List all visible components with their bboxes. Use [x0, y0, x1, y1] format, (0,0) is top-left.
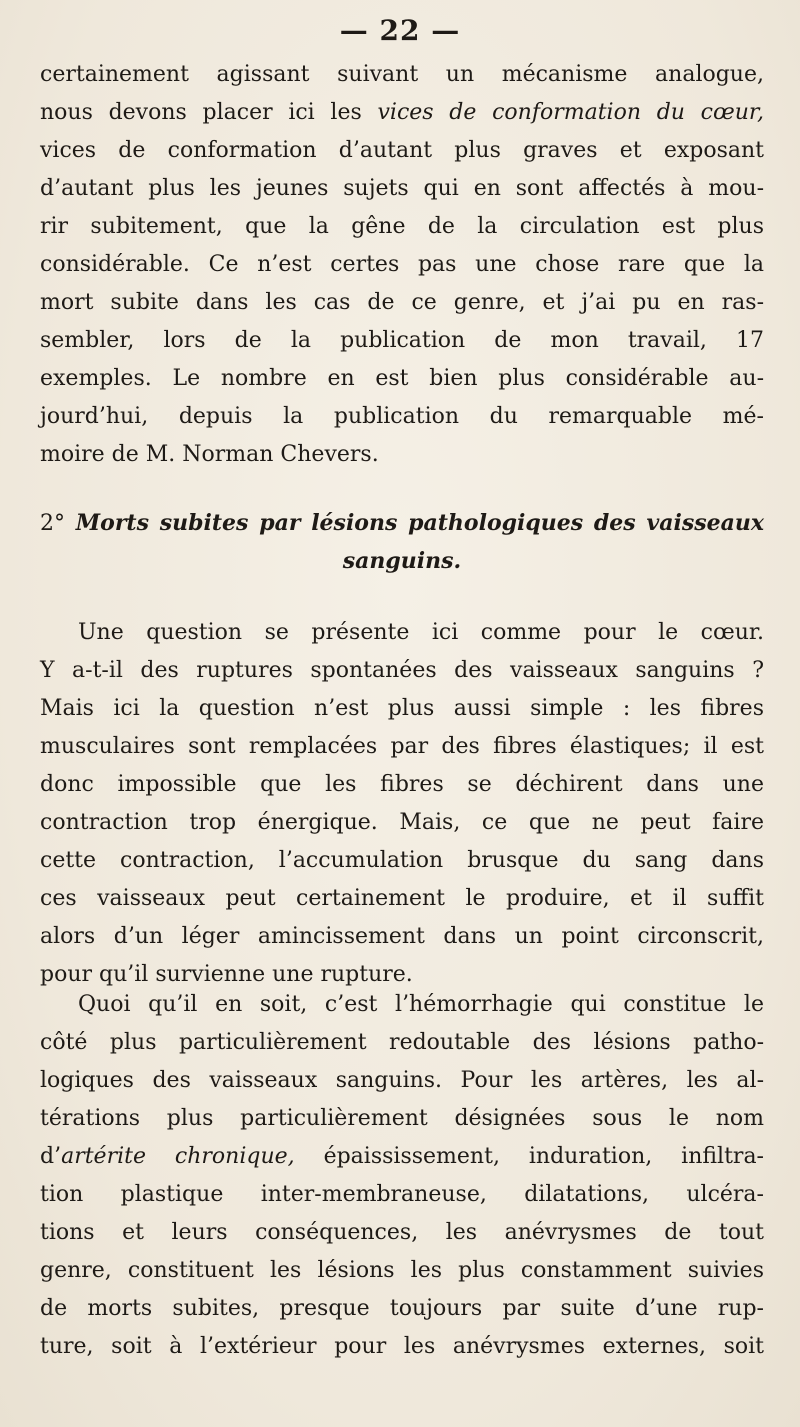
text-line: genre, constituent les lésions les plus constamment suivies [40, 1258, 764, 1283]
text-line: nous devons placer ici les vices de conformation du cœur, [40, 100, 764, 125]
text-line: térations plus particulièrement désignées sous le nom [40, 1106, 764, 1131]
text-line: rir subitement, que la gêne de la circulation est plus [40, 214, 764, 239]
text-line: pour qu’il survienne une rupture. [40, 962, 413, 987]
text-line: tions et leurs conséquences, les anévrysmes de tout [40, 1220, 764, 1245]
heading-line: sanguins. [342, 548, 462, 574]
italic-phrase: artérite chronique, [61, 1144, 295, 1169]
paragraph-3 [40, 986, 764, 1366]
text-line: donc impossible que les fibres se déchirent dans une [40, 772, 764, 797]
text-line: côté plus particulièrement redoutable des lésions patho- [40, 1030, 764, 1055]
text-line: d’artérite chronique, épaississement, induration, infiltra- [40, 1144, 764, 1169]
text-line: considérable. Ce n’est certes pas une chose rare que la [40, 252, 764, 277]
text-line: ture, soit à l’extérieur pour les anévrysmes externes, soit [40, 1334, 764, 1359]
heading-title: Morts subites par lésions pathologiques des vaisseaux [75, 510, 764, 536]
text-line: certainement agissant suivant un mécanisme analogue, [40, 62, 764, 87]
text-line: contraction trop énergique. Mais, ce que ne peut faire [40, 810, 764, 835]
section-heading [40, 504, 764, 580]
text-line: mort subite dans les cas de ce genre, et j’ai pu en ras- [40, 290, 764, 315]
text-line: Quoi qu’il en soit, c’est l’hémorrhagie qui constitue le [78, 992, 764, 1017]
text-line: ces vaisseaux peut certainement le produire, et il suffit [40, 886, 764, 911]
text-line: moire de M. Norman Chevers. [40, 442, 379, 467]
text-line: sembler, lors de la publication de mon travail, 17 [40, 328, 764, 353]
section-number: 2° [40, 511, 65, 536]
text-line: de morts subites, presque toujours par suite d’une rup- [40, 1296, 764, 1321]
text-line: exemples. Le nombre en est bien plus considérable au- [40, 366, 764, 391]
paragraph-1 [40, 56, 764, 474]
text-line: Une question se présente ici comme pour le cœur. [78, 620, 764, 645]
paragraph-2 [40, 614, 764, 994]
text-line: jourd’hui, depuis la publication du remarquable mé- [40, 404, 764, 429]
text-line: musculaires sont remplacées par des fibres élastiques; il est [40, 734, 764, 759]
text-line: vices de conformation d’autant plus graves et exposant [40, 138, 764, 163]
page-number: — 22 — [339, 14, 461, 47]
heading-line [40, 504, 764, 542]
text-line: alors d’un léger amincissement dans un point circonscrit, [40, 924, 764, 949]
text-line: tion plastique inter-membraneuse, dilatations, ulcéra- [40, 1182, 764, 1207]
text-line: d’autant plus les jeunes sujets qui en sont affectés à mou- [40, 176, 764, 201]
text-line: cette contraction, l’accumulation brusque du sang dans [40, 848, 764, 873]
text-line: Y a-t-il des ruptures spontanées des vaisseaux sanguins ? [40, 658, 764, 683]
text-line: logiques des vaisseaux sanguins. Pour les artères, les al- [40, 1068, 764, 1093]
italic-phrase: vices de conformation du cœur, [377, 100, 764, 125]
text-line: Mais ici la question n’est plus aussi simple : les fibres [40, 696, 764, 721]
